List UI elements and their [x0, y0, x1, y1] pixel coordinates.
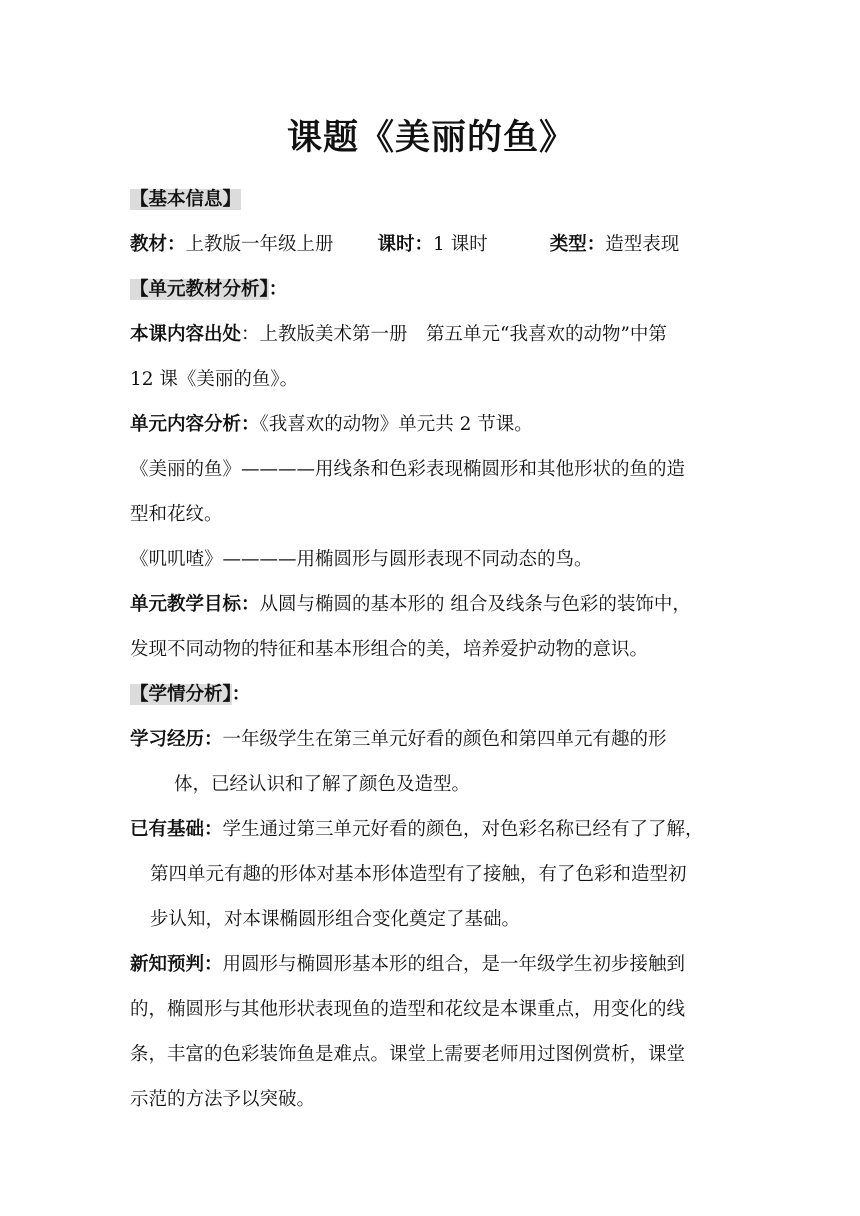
experience-text-1: 一年级学生在第三单元好看的颜色和第四单元有趣的形: [222, 729, 667, 750]
goal-line1: [130, 582, 732, 627]
foundation-text-1: 学生通过第三单元好看的颜色，对色彩名称已经有了了解，: [222, 819, 704, 840]
lesson2-line: 《叽叽喳》————用椭圆形与圆形表现不同动态的鸟。: [130, 549, 593, 570]
student-analysis-heading-suffix: ：: [231, 684, 251, 705]
source-label: 本课内容出处: [130, 324, 242, 345]
hours-value: 1 课时: [433, 234, 488, 255]
prediction-line3: 条，丰富的色彩装饰鱼是难点。课堂上需要老师用过图例赏析，课堂: [130, 1044, 686, 1065]
type-label: 类型：: [549, 234, 606, 255]
goal-line2: 发现不同动物的特征和基本形组合的美，培养爱护动物的意识。: [130, 639, 649, 660]
source-paragraph-line1: [130, 312, 732, 357]
foundation-label: 已有基础：: [130, 819, 223, 840]
foundation-line2: 第四单元有趣的形体对基本形体造型有了接触，有了色彩和造型初: [150, 864, 687, 885]
textbook-label: 教材：: [130, 234, 186, 255]
unit-content-paragraph: [130, 402, 732, 447]
section-heading-basic-info: [130, 177, 732, 222]
experience-line2: 体，已经认识和了解了颜色及造型。: [174, 774, 471, 795]
student-analysis-heading: 【学情分析】: [130, 684, 232, 705]
unit-content-value: 《我喜欢的动物》单元共 2 节课。: [259, 414, 533, 435]
hours-label: 课时：: [377, 234, 434, 255]
prediction-label: 新知预判：: [130, 954, 223, 975]
foundation-line3: 步认知，对本课椭圆形组合变化奠定了基础。: [150, 909, 521, 930]
prediction-text-1: 用圆形与椭圆形基本形的组合，是一年级学生初步接触到: [222, 954, 686, 975]
goal-text-1: 从圆与椭圆的基本形的 组合及线条与色彩的装饰中，: [259, 594, 691, 615]
experience-label: 学习经历：: [130, 729, 223, 750]
basic-info-heading: 【基本信息】: [130, 189, 242, 210]
goal-label: 单元教学目标：: [130, 594, 260, 615]
unit-analysis-heading: 【单元教材分析】: [130, 279, 269, 300]
prediction-line1: [130, 942, 732, 987]
basic-info-row: [130, 222, 732, 267]
lesson1-line1: 《美丽的鱼》————用线条和色彩表现椭圆形和其他形状的鱼的造: [130, 459, 686, 480]
lesson1-line2: 型和花纹。: [130, 504, 223, 525]
foundation-line1: [130, 807, 732, 852]
source-paragraph-line2: 12 课《美丽的鱼》。: [130, 369, 299, 390]
source-text-1: ：上教版美术第一册 第五单元“我喜欢的动物”中第: [241, 324, 667, 345]
unit-analysis-heading-suffix: ：: [268, 279, 288, 300]
textbook-value: 上教版一年级上册: [185, 234, 334, 255]
section-heading-student-analysis: [130, 672, 732, 717]
unit-content-label: 单元内容分析：: [130, 414, 260, 435]
prediction-line4: 示范的方法予以突破。: [130, 1089, 316, 1110]
experience-line1: [130, 717, 732, 762]
type-value: 造型表现: [605, 234, 680, 255]
page-title: 课题《美丽的鱼》: [286, 118, 575, 158]
prediction-line2: 的，椭圆形与其他形状表现鱼的造型和花纹是本课重点，用变化的线: [130, 999, 686, 1020]
section-heading-unit-analysis: [130, 267, 732, 312]
